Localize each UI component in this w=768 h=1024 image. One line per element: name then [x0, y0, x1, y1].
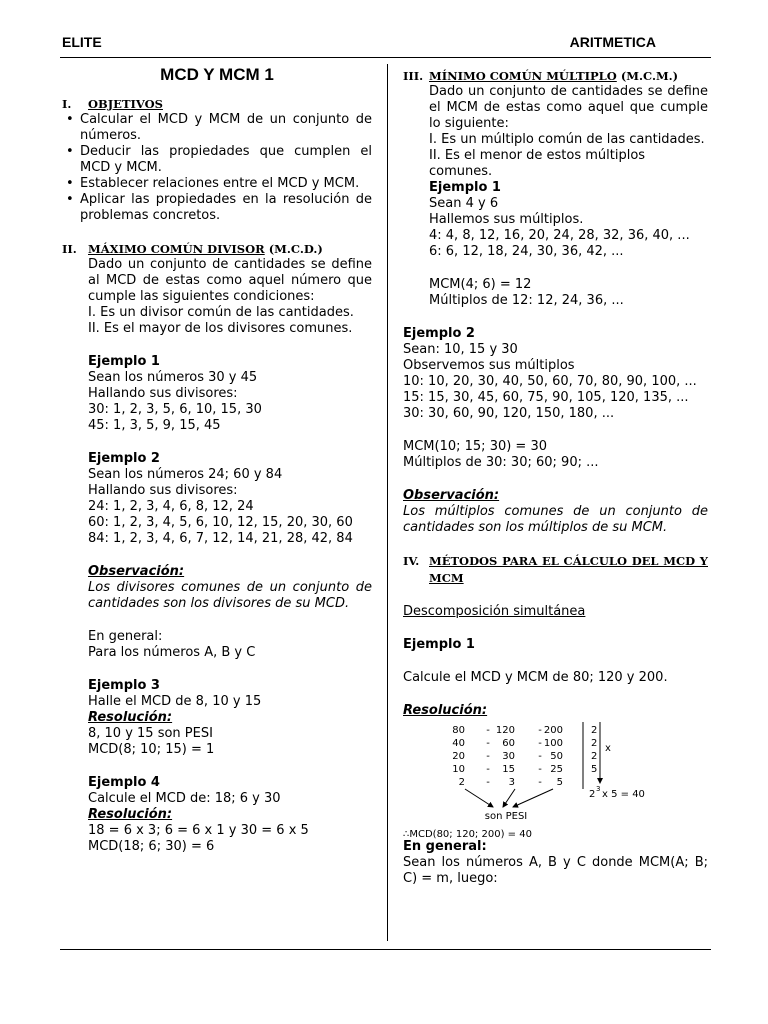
- decomp-number: 25: [550, 764, 563, 775]
- example-line: 6: 6, 12, 18, 24, 30, 36, 42, ...: [429, 244, 624, 259]
- decomp-number: 60: [502, 738, 515, 749]
- section-abbr: (M.C.D.): [268, 242, 323, 256]
- simultaneous-decomposition-diagram: [403, 719, 708, 839]
- example-line: Hallemos sus múltiplos.: [429, 212, 584, 227]
- example-line: Calcule el MCD y MCM de 80; 120 y 200.: [403, 670, 668, 685]
- example-3-title: Ejemplo 3: [88, 678, 160, 693]
- list-item: • Establecer relaciones entre el MCD y MCM.: [62, 176, 372, 192]
- example-line: MCD(18; 6; 30) = 6: [88, 839, 215, 854]
- objectives-list: [62, 112, 372, 224]
- section-title: MÍNIMO COMÚN MÚLTIPLO: [429, 69, 617, 83]
- example-line: Múltiplos de 30: 30; 60; 90; ...: [403, 455, 599, 470]
- observation-title: Observación:: [88, 564, 185, 579]
- header-left: ELITE: [62, 34, 102, 50]
- example-4-title: Ejemplo 4: [88, 775, 160, 790]
- header-right: ARITMETICA: [569, 34, 656, 50]
- pesi-arrow: [465, 789, 493, 807]
- mcd-condition-2: II. Es el mayor de los divisores comunes.: [88, 321, 353, 336]
- power-base: 2: [589, 789, 596, 800]
- decomp-dash: -: [486, 764, 490, 775]
- section-title: MÉTODOS PARA EL CÁLCULO DEL MCD Y MCM: [429, 554, 708, 585]
- footer-rule: [60, 949, 711, 950]
- mcd-result: ∴MCD(80; 120; 200) = 40: [403, 829, 532, 839]
- general-text: Para los números A, B y C: [88, 645, 256, 660]
- example-1-title: Ejemplo 1: [429, 180, 501, 195]
- decomp-number: 200: [543, 725, 563, 736]
- decomp-dash: -: [538, 738, 542, 749]
- example-1-title: Ejemplo 1: [88, 354, 160, 369]
- list-item: • Calcular el MCD y MCM de un conjunto de números.: [62, 112, 372, 144]
- decomp-dash: -: [486, 751, 490, 762]
- section-title: MÁXIMO COMÚN DIVISOR: [88, 242, 265, 256]
- times-sign: x: [605, 743, 611, 754]
- general-title: En general:: [88, 629, 163, 644]
- observation-text: Los múltiplos comunes de un conjunto de cantidades son los múltiplos de su MCM.: [403, 504, 708, 535]
- decomp-number: 80: [452, 725, 465, 736]
- example-line: 84: 1, 2, 3, 4, 6, 7, 12, 14, 21, 28, 42, 84: [88, 531, 353, 546]
- example-line: 30: 30, 60, 90, 120, 150, 180, ...: [403, 406, 615, 421]
- decomp-number: 50: [550, 751, 563, 762]
- example-2-title: Ejemplo 2: [88, 451, 160, 466]
- example-line: MCM(10; 15; 30) = 30: [403, 439, 548, 454]
- section-methods-heading: [403, 553, 708, 587]
- decomp-factor: 5: [591, 764, 598, 775]
- decomp-dash: -: [538, 725, 542, 736]
- example-line: Sean 4 y 6: [429, 196, 499, 211]
- decomp-number: 5: [556, 777, 563, 788]
- example-2-title: Ejemplo 2: [403, 326, 475, 341]
- decomp-number: 40: [452, 738, 465, 749]
- decomp-number: 10: [452, 764, 465, 775]
- mcm-condition-2: II. Es el menor de estos múltiplos comunes.: [429, 148, 646, 179]
- decomp-number: 30: [502, 751, 515, 762]
- example-line: 24: 1, 2, 3, 4, 6, 8, 12, 24: [88, 499, 254, 514]
- example-line: Múltiplos de 12: 12, 24, 36, ...: [429, 293, 624, 308]
- section-mcm-heading: [403, 68, 708, 84]
- power-result: x 5 = 40: [602, 789, 645, 800]
- mcm-definition: Dado un conjunto de cantidades se define el MCM de estas como aquel que cumple lo siguiente:: [429, 84, 708, 131]
- pesi-label: son PESI: [484, 811, 528, 822]
- decomposition-lines: [403, 719, 708, 839]
- list-item: • Aplicar las propiedades en la resolución de problemas concretos.: [62, 192, 372, 224]
- decomp-number: 20: [452, 751, 465, 762]
- example-line: 8, 10 y 15 son PESI: [88, 726, 213, 741]
- mcd-definition: Dado un conjunto de cantidades se define al MCD de estas como aquel número que cumple las siguientes condiciones:: [88, 257, 372, 304]
- section-number: IV.: [403, 554, 420, 568]
- header-rule: [60, 57, 711, 58]
- section-abbr: (M.C.M.): [620, 69, 679, 83]
- general-title: En general:: [403, 839, 487, 854]
- example-line: Calcule el MCD de: 18; 6 y 30: [88, 791, 281, 806]
- example-line: Observemos sus múltiplos: [403, 358, 575, 373]
- example-line: 60: 1, 2, 3, 4, 5, 6, 10, 12, 15, 20, 30, 60: [88, 515, 353, 530]
- example-line: Hallando sus divisores:: [88, 386, 238, 401]
- left-column: [62, 64, 372, 855]
- resolution-label: Resolución:: [88, 807, 173, 822]
- observation-text: Los divisores comunes de un conjunto de cantidades son los divisores de su MCD.: [88, 580, 372, 611]
- decomp-dash: -: [538, 751, 542, 762]
- power-exponent: 3: [596, 785, 601, 793]
- decomp-number: 100: [543, 738, 563, 749]
- decomp-factor: 2: [591, 751, 598, 762]
- example-line: 18 = 6 x 3; 6 = 6 x 1 y 30 = 6 x 5: [88, 823, 309, 838]
- section-title: OBJETIVOS: [88, 97, 163, 111]
- decomp-number: 120: [495, 725, 515, 736]
- decomp-factor: 2: [591, 738, 598, 749]
- example-line: 15: 15, 30, 45, 60, 75, 90, 105, 120, 135, ...: [403, 390, 689, 405]
- mcd-condition-1: I. Es un divisor común de las cantidades.: [88, 305, 354, 320]
- column-divider: [387, 64, 388, 941]
- decomp-number: 3: [508, 777, 515, 788]
- section-objetivos-heading: [62, 96, 372, 112]
- resolution-label: Resolución:: [88, 710, 173, 725]
- right-column: [403, 68, 708, 887]
- decomp-dash: -: [538, 764, 542, 775]
- example-line: MCD(8; 10; 15) = 1: [88, 742, 215, 757]
- decomp-number: 2: [458, 777, 465, 788]
- example-line: Sean los números 30 y 45: [88, 370, 258, 385]
- decomp-factor: 2: [591, 725, 598, 736]
- resolution-label: Resolución:: [403, 703, 488, 718]
- example-line: MCM(4; 6) = 12: [429, 277, 532, 292]
- decomp-dash: -: [486, 777, 490, 788]
- pesi-arrow: [513, 789, 553, 807]
- example-line: Halle el MCD de 8, 10 y 15: [88, 694, 262, 709]
- example-line: 4: 4, 8, 12, 16, 20, 24, 28, 32, 36, 40, ...: [429, 228, 690, 243]
- example-line: Sean: 10, 15 y 30: [403, 342, 518, 357]
- decomp-number: 15: [502, 764, 515, 775]
- page-title: MCD Y MCM 1: [160, 65, 274, 84]
- mcm-condition-1: I. Es un múltiplo común de las cantidades.: [429, 132, 705, 147]
- example-line: Sean los números 24; 60 y 84: [88, 467, 283, 482]
- pesi-arrow: [503, 789, 515, 807]
- decomp-dash: -: [486, 738, 490, 749]
- example-1b-title: Ejemplo 1: [403, 637, 475, 652]
- section-number: II.: [62, 242, 77, 256]
- example-line: Hallando sus divisores:: [88, 483, 238, 498]
- method-name: Descomposición simultánea: [403, 604, 586, 619]
- decomp-dash: -: [486, 725, 490, 736]
- section-number: III.: [403, 69, 424, 83]
- section-number: I.: [62, 97, 72, 111]
- example-line: 30: 1, 2, 3, 5, 6, 10, 15, 30: [88, 402, 262, 417]
- decomp-dash: -: [538, 777, 542, 788]
- observation-title: Observación:: [403, 488, 500, 503]
- example-line: 45: 1, 3, 5, 9, 15, 45: [88, 418, 221, 433]
- list-item: • Deducir las propiedades que cumplen el MCD y MCM.: [62, 144, 372, 176]
- section-mcd-heading: [62, 241, 372, 257]
- example-line: 10: 10, 20, 30, 40, 50, 60, 70, 80, 90, 100, ...: [403, 374, 697, 389]
- general-text: Sean los números A, B y C donde MCM(A; B; C) = m, luego:: [403, 855, 708, 886]
